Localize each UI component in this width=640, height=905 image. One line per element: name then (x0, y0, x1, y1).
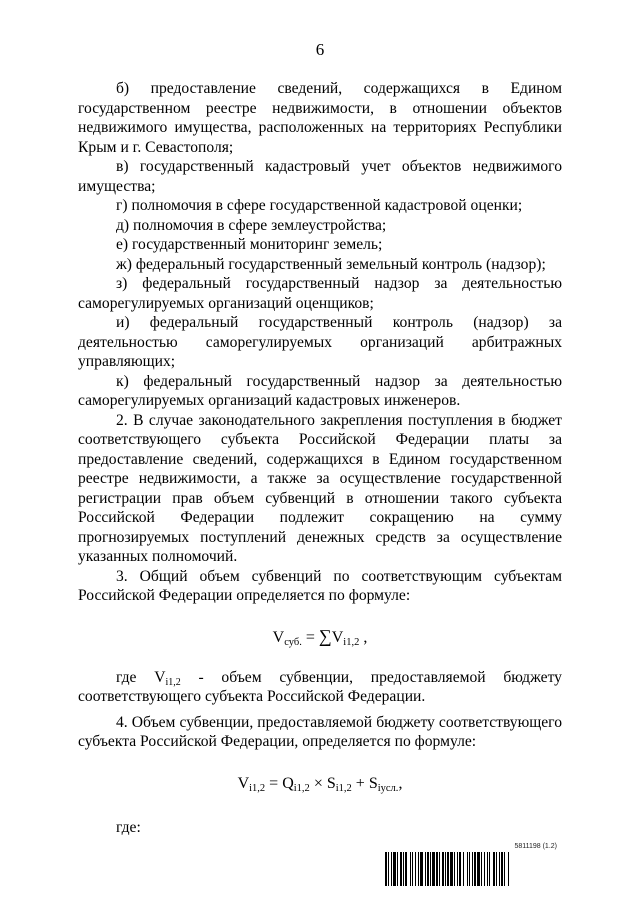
formula2-s-sub: i1,2 (335, 782, 352, 794)
formula2-times: × (313, 774, 323, 792)
formula1-tail: , (363, 628, 368, 646)
formula2-lhs: V (237, 774, 250, 792)
formula2-q-sub: i1,2 (293, 782, 310, 794)
formula-subvention-per-subject (78, 774, 562, 794)
paragraph-i: и) федеральный государственный контроль (надзор) за деятельностью саморегулируемых организаций арбитражных управляющих; (78, 314, 562, 370)
formula1-rhs-sub: i1,2 (343, 636, 360, 648)
formula2-tail: , (398, 774, 403, 792)
paragraph-b: б) предоставление сведений, содержащихся в Едином государственном реестре недвижимости, в отношении объектов недвижимого имущества, расположенных на территориях Республики Крым и г. Севастополя; (78, 80, 562, 156)
formula2-q: Q (282, 774, 294, 792)
document-body (78, 79, 562, 837)
page-number: 6 (315, 40, 325, 59)
formula2-eq: = (269, 774, 279, 792)
formula1-lhs: V (272, 628, 285, 646)
paragraph-v: в) государственный кадастровый учет объектов недвижимого имущества; (78, 158, 562, 195)
formula2-s2-sub: iусл. (377, 782, 399, 794)
formula1-eq: = (305, 628, 315, 646)
paragraph-d: д) полномочия в сфере землеустройства; (116, 216, 387, 234)
barcode (385, 843, 571, 887)
paragraph-g: г) полномочия в сфере государственной кадастровой оценки; (116, 197, 523, 214)
paragraph-3: 3. Общий объем субвенций по соответствующим субъектам Российской Федерации определяется по формуле: (78, 567, 562, 604)
barcode-bars-icon (385, 852, 571, 886)
formula1-sum-symbol: ∑ (318, 625, 332, 646)
formula1-lhs-sub: суб. (284, 636, 302, 648)
formula1-rhs: V (331, 628, 344, 646)
where-definition (78, 668, 562, 707)
paragraph-zh: ж) федеральный государственный земельный контроль (надзор); (116, 255, 546, 273)
formula2-plus: + (355, 774, 365, 792)
where-final-label: где: (116, 818, 141, 836)
where1-sub: i1,2 (165, 676, 181, 688)
formula2-s: S (326, 774, 336, 792)
formula2-lhs-sub: i1,2 (249, 782, 266, 794)
barcode-code: 5811198 (1.2) (514, 843, 557, 850)
formula-total-subvention (78, 626, 562, 648)
where1-pre: где V (116, 668, 166, 686)
paragraph-z: з) федеральный государственный надзор за деятельностью саморегулируемых организаций оценщиков; (78, 275, 562, 312)
paragraph-k: к) федеральный государственный надзор за деятельностью саморегулируемых организаций кадастровых инженеров. (78, 372, 562, 409)
paragraph-e: е) государственный мониторинг земель; (116, 236, 383, 253)
formula2-s2: S (368, 774, 378, 792)
where1-post: - объем субвенции, предоставляемой бюджету соответствующего субъекта Российской Федерации. (78, 668, 562, 705)
paragraph-2: 2. В случае законодательного закрепления поступления в бюджет соответствующего субъекта Российской Федерации платы за предоставление сведений, содержащихся в Едином государственном реестре недвижимости, а также за осуществление государственной регистрации прав объем субвенций в отношении такого субъекта Российской Федерации подлежит сокращению на сумму прогнозируемых поступлений денежных средств за осуществление указанных полномочий. (78, 411, 562, 565)
paragraph-4: 4. Объем субвенции, предоставляемой бюджету соответствующего субъекта Российской Федерации, определяется по формуле: (78, 713, 562, 750)
